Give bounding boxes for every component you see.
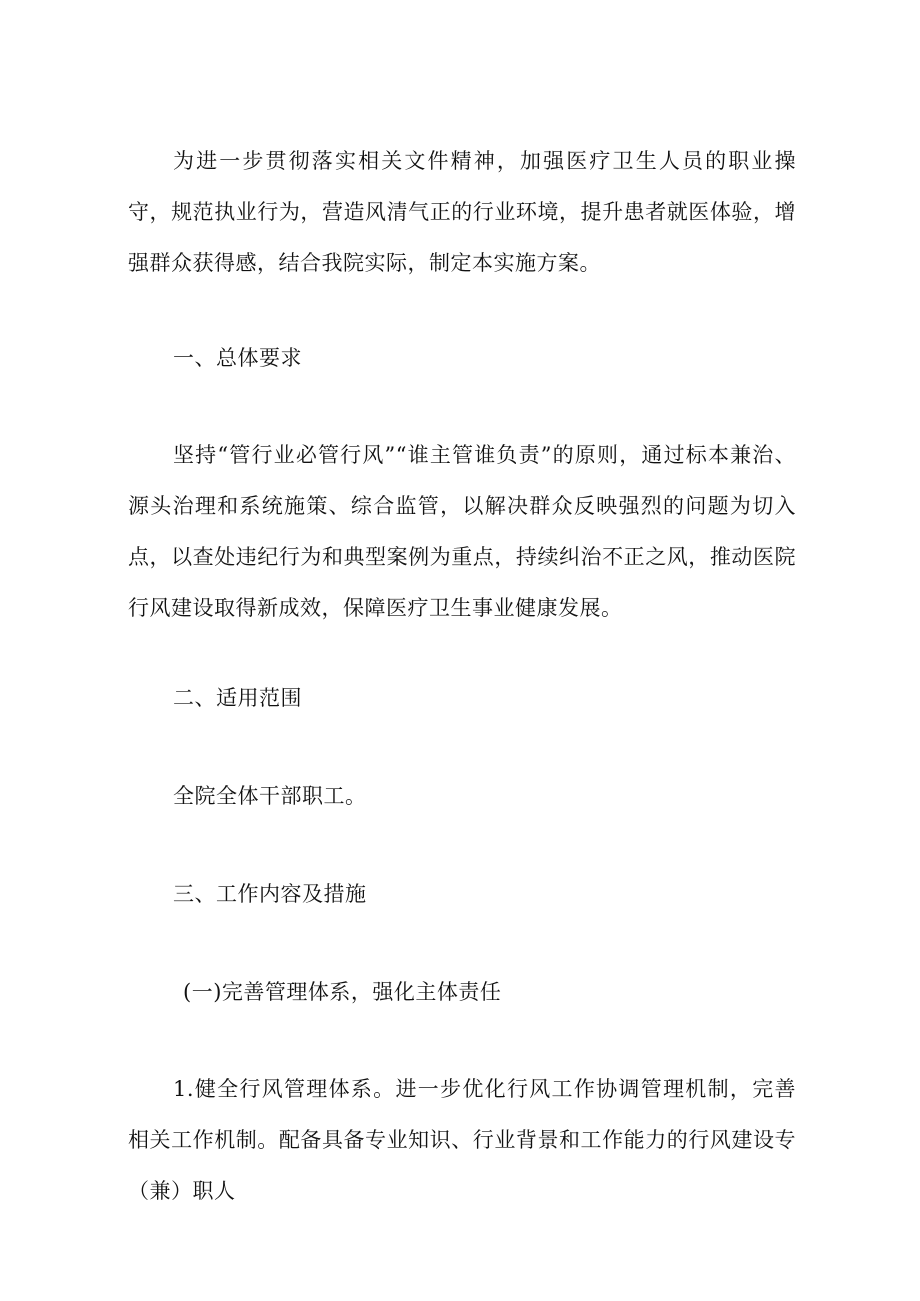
subsection-heading-management-system: (一)完善管理体系，强化主体责任 bbox=[183, 980, 502, 1004]
scope-paragraph: 全院全体干部职工。 bbox=[173, 784, 367, 808]
section-heading-work-content: 三、工作内容及措施 bbox=[173, 882, 367, 906]
general-requirements-paragraph: 坚持“管行业必管行风”“谁主管谁负责”的原则，通过标本兼治、源头治理和系统施策、综合监管，以解决群众反映强烈的问题为切入点，以查处违纪行为和典型案例为重点，持续纠治不正之风，推动医院行风建设取得新成效，保障医疗卫生事业健康发展。 bbox=[128, 443, 796, 620]
section-heading-general-requirements: 一、总体要求 bbox=[173, 346, 302, 370]
item-1-paragraph: 1.健全行风管理体系。进一步优化行风工作协调管理机制，完善相关工作机制。配备具备专业知识、行业背景和工作能力的行风建设专（兼）职人 bbox=[128, 1077, 796, 1203]
section-heading-scope: 二、适用范围 bbox=[173, 686, 302, 710]
intro-paragraph: 为进一步贯彻落实相关文件精神，加强医疗卫生人员的职业操守，规范执业行为，营造风清气正的行业环境，提升患者就医体验，增强群众获得感，结合我院实际，制定本实施方案。 bbox=[128, 149, 796, 275]
